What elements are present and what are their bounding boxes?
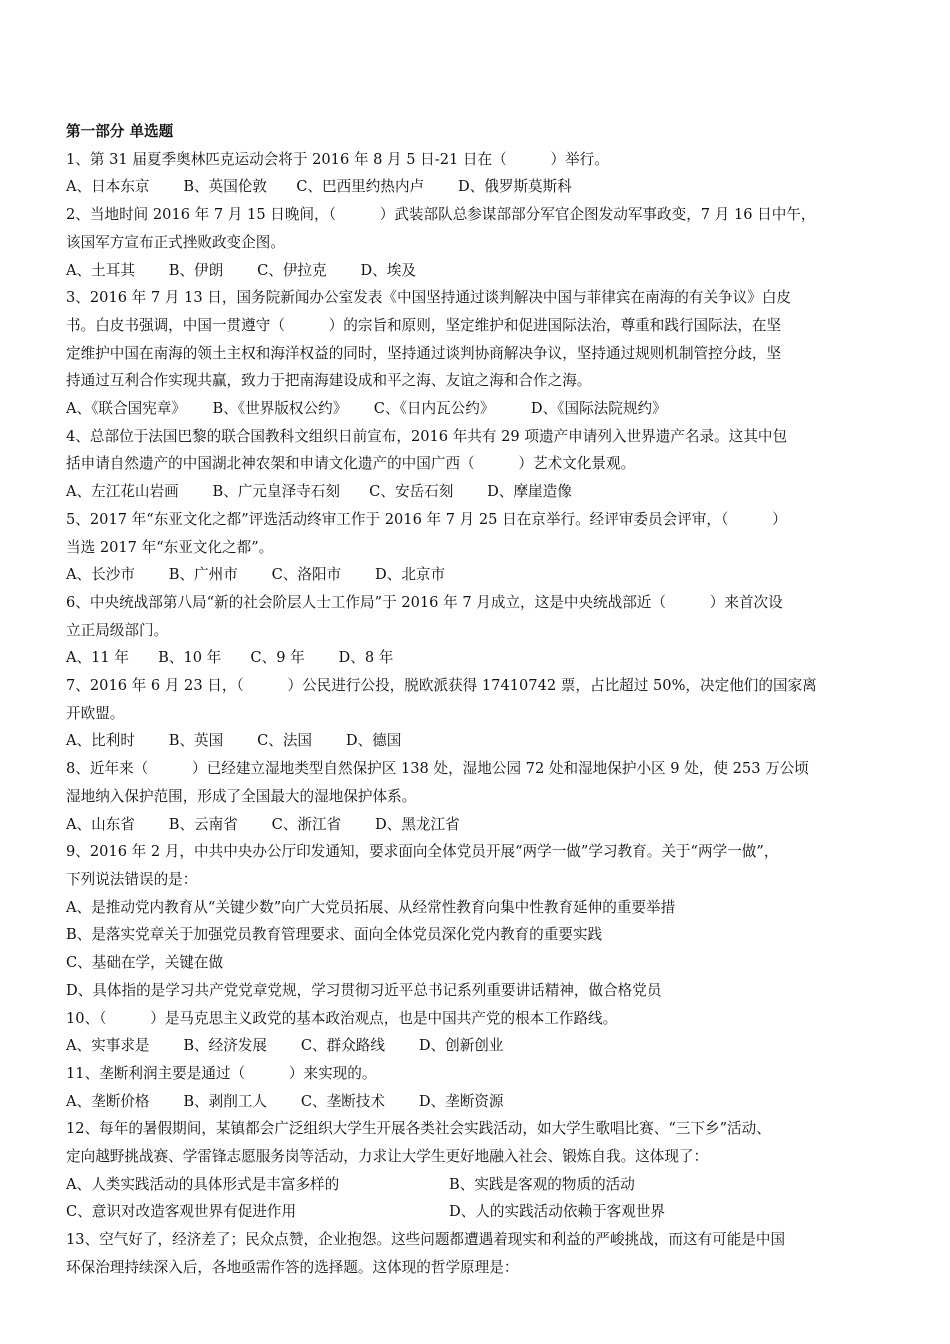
question-12 [66,1115,896,1226]
question-options-row [66,1171,896,1199]
question-2 [66,201,896,284]
question-text: 1、第 31 届夏季奥林匹克运动会将于 2016 年 8 月 5 日-21 日在（ ）举行。 [66,150,609,168]
question-6 [66,589,896,672]
question-option-a: A、人类实践活动的具体形式是丰富多样的 [66,1175,340,1193]
question-text: 该国军方宣布正式挫败政变企图。 [66,233,285,251]
question-options: A、左江花山岩画 B、广元皇泽寺石刻 C、安岳石刻 D、摩崖造像 [66,483,572,501]
exam-page [66,118,896,1282]
question-text: 4、总部位于法国巴黎的联合国教科文组织日前宣布，2016 年共有 29 项遗产申请列入世界遗产名录。这其中包 [66,427,788,445]
question-text: 当选 2017 年“东亚文化之都”。 [66,538,274,556]
question-options-row [66,1198,896,1226]
question-option-c: C、基础在学，关键在做 [66,954,224,972]
question-options: A、《联合国宪章》 B、《世界版权公约》 C、《日内瓦公约》 D、《国际法院规约》 [66,400,667,418]
question-text: 环保治理持续深入后，各地亟需作答的选择题。这体现的哲学原理是： [66,1258,519,1276]
question-10 [66,1005,896,1060]
question-option-c: C、意识对改造客观世界有促进作用 [66,1203,297,1221]
question-text: 下列说法错误的是： [66,870,198,888]
question-text: 3、2016 年 7 月 13 日，国务院新闻办公室发表《中国坚持通过谈判解决中国与菲律宾在南海的有关争议》白皮 [66,289,792,307]
question-options: A、比利时 B、英国 C、法国 D、德国 [66,732,402,750]
question-text: 定向越野挑战赛、学雷锋志愿服务岗等活动，力求让大学生更好地融入社会、锻炼自我。这体现了： [66,1148,709,1166]
question-text: 定维护中国在南海的领土主权和海洋权益的同时，坚持通过谈判协商解决争议，坚持通过规则机制管控分歧，坚 [66,344,782,362]
question-text: 8、近年来（ ）已经建立湿地类型自然保护区 138 处，湿地公园 72 处和湿地保护小区 9 处，使 253 万公顷 [66,760,809,778]
question-13 [66,1226,896,1281]
question-text: 9、2016 年 2 月，中共中央办公厅印发通知，要求面向全体党员开展“两学一做”学习教育。关于“两学一做”， [66,843,779,861]
question-option-b: B、实践是客观的物质的活动 [449,1175,635,1193]
question-text: 6、中央统战部第八局“新的社会阶层人士工作局”于 2016 年 7 月成立，这是中央统战部近（ ）来首次设 [66,593,783,611]
question-4 [66,423,896,506]
question-text: 湿地纳入保护范围，形成了全国最大的湿地保护体系。 [66,787,417,805]
question-11 [66,1060,896,1115]
question-option-b: B、是落实党章关于加强党员教育管理要求、面向全体党员深化党内教育的重要实践 [66,926,603,944]
question-text: 12、每年的暑假期间，某镇都会广泛组织大学生开展各类社会实践活动，如大学生歌唱比赛、“三下乡”活动、 [66,1120,771,1138]
question-text: 11、垄断利润主要是通过（ ）来实现的。 [66,1064,377,1082]
question-options: A、土耳其 B、伊朗 C、伊拉克 D、埃及 [66,261,416,279]
question-1 [66,146,896,201]
question-options: A、11 年 B、10 年 C、9 年 D、8 年 [66,649,394,667]
question-9 [66,838,896,1004]
question-option-d: D、人的实践活动依赖于客观世界 [449,1203,666,1221]
question-text: 书。白皮书强调，中国一贯遵守（ ）的宗旨和原则，坚定维护和促进国际法治，尊重和践行国际法，在坚 [66,316,782,334]
question-options: A、垄断价格 B、剥削工人 C、垄断技术 D、垄断资源 [66,1092,504,1110]
question-option-d: D、具体指的是学习共产党党章党规，学习贯彻习近平总书记系列重要讲话精神，做合格党员 [66,981,662,999]
question-3 [66,284,896,423]
question-5 [66,506,896,589]
question-options: A、日本东京 B、英国伦敦 C、巴西里约热内卢 D、俄罗斯莫斯科 [66,178,572,196]
question-text: 13、空气好了，经济差了；民众点赞，企业抱怨。这些问题都遭遇着现实和利益的严峻挑战，而这有可能是中国 [66,1231,786,1249]
question-option-a: A、是推动党内教育从“关键少数”向广大党员拓展、从经常性教育向集中性教育延伸的重要举措 [66,898,676,916]
question-text: 7、2016 年 6 月 23 日，（ ）公民进行公投，脱欧派获得 17410742 票，占比超过 50%，决定他们的国家离 [66,677,817,695]
question-text: 持通过互利合作实现共赢，致力于把南海建设成和平之海、友谊之海和合作之海。 [66,372,592,390]
question-text: 10、（ ）是马克思主义政党的基本政治观点，也是中国共产党的根本工作路线。 [66,1009,618,1027]
question-options: A、实事求是 B、经济发展 C、群众路线 D、创新创业 [66,1037,504,1055]
question-text: 立正局级部门。 [66,621,169,639]
question-text: 5、2017 年“东亚文化之都”评选活动终审工作于 2016 年 7 月 25 日在京举行。经评审委员会评审，（ ） [66,510,787,528]
question-text: 括申请自然遗产的中国湖北神农架和申请文化遗产的中国广西（ ）艺术文化景观。 [66,455,636,473]
question-7 [66,672,896,755]
question-8 [66,755,896,838]
section-title: 第一部分 单选题 [66,123,174,140]
question-options: A、山东省 B、云南省 C、浙江省 D、黑龙江省 [66,815,460,833]
question-text: 开欧盟。 [66,704,125,722]
question-text: 2、当地时间 2016 年 7 月 15 日晚间，（ ）武装部队总参谋部部分军官企图发动军事政变，7 月 16 日中午， [66,206,816,224]
question-options: A、长沙市 B、广州市 C、洛阳市 D、北京市 [66,566,446,584]
